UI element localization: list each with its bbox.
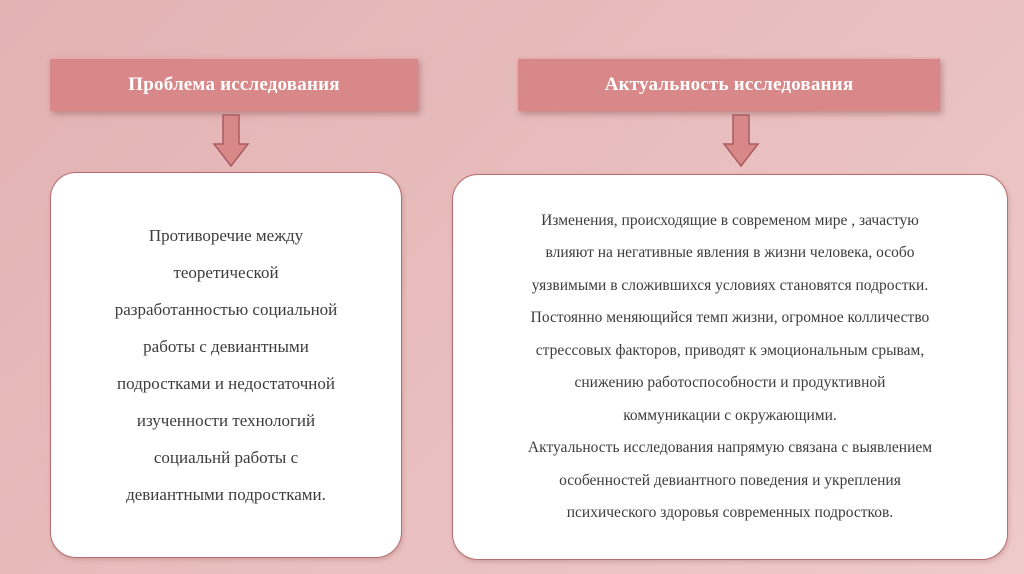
relevance-line: особенностей девиантного поведения и укрепления bbox=[559, 471, 901, 489]
problem-line: подростками и недостаточной bbox=[117, 374, 335, 393]
relevance-line: Актуальность исследования напрямую связана с выявлением bbox=[527, 439, 933, 456]
header-relevance bbox=[518, 58, 940, 111]
problem-line: девиантными подростками. bbox=[126, 485, 326, 504]
down-arrow-icon bbox=[722, 114, 760, 168]
relevance-line: уязвимыми в сложившихся условиях становятся подростки. bbox=[531, 276, 929, 294]
relevance-line: Изменения, происходящие в современом мире , зачастую bbox=[541, 211, 919, 229]
relevance-line: влияют на негативные явления в жизни человека, особо bbox=[545, 244, 915, 261]
relevance-line: стрессовых факторов, приводят к эмоциональным срывам, bbox=[535, 341, 925, 359]
down-arrow-icon bbox=[212, 114, 250, 168]
problem-text bbox=[115, 217, 338, 513]
relevance-line: психического здоровья современных подростков. bbox=[566, 504, 894, 521]
problem-line: изученности технологий bbox=[136, 411, 316, 430]
relevance-text bbox=[528, 205, 932, 530]
header-problem-label: Проблема исследования bbox=[128, 74, 340, 95]
problem-line: социальнй работы с bbox=[153, 448, 299, 467]
header-relevance-label: Актуальность исследования bbox=[604, 74, 854, 95]
problem-card bbox=[50, 172, 402, 558]
relevance-line: снижению работоспособности и продуктивной bbox=[574, 374, 886, 391]
relevance-line: коммуникации с окружающими. bbox=[623, 406, 837, 424]
problem-line: работы с девиантными bbox=[143, 337, 309, 356]
relevance-line: Постоянно меняющийся темп жизни, огромное колличество bbox=[530, 309, 930, 326]
header-problem bbox=[50, 58, 418, 111]
problem-line: Противоречие между bbox=[148, 226, 304, 245]
problem-line: теоретической bbox=[173, 263, 279, 282]
problem-line: разработанностью социальной bbox=[114, 300, 338, 319]
relevance-card bbox=[452, 174, 1008, 560]
